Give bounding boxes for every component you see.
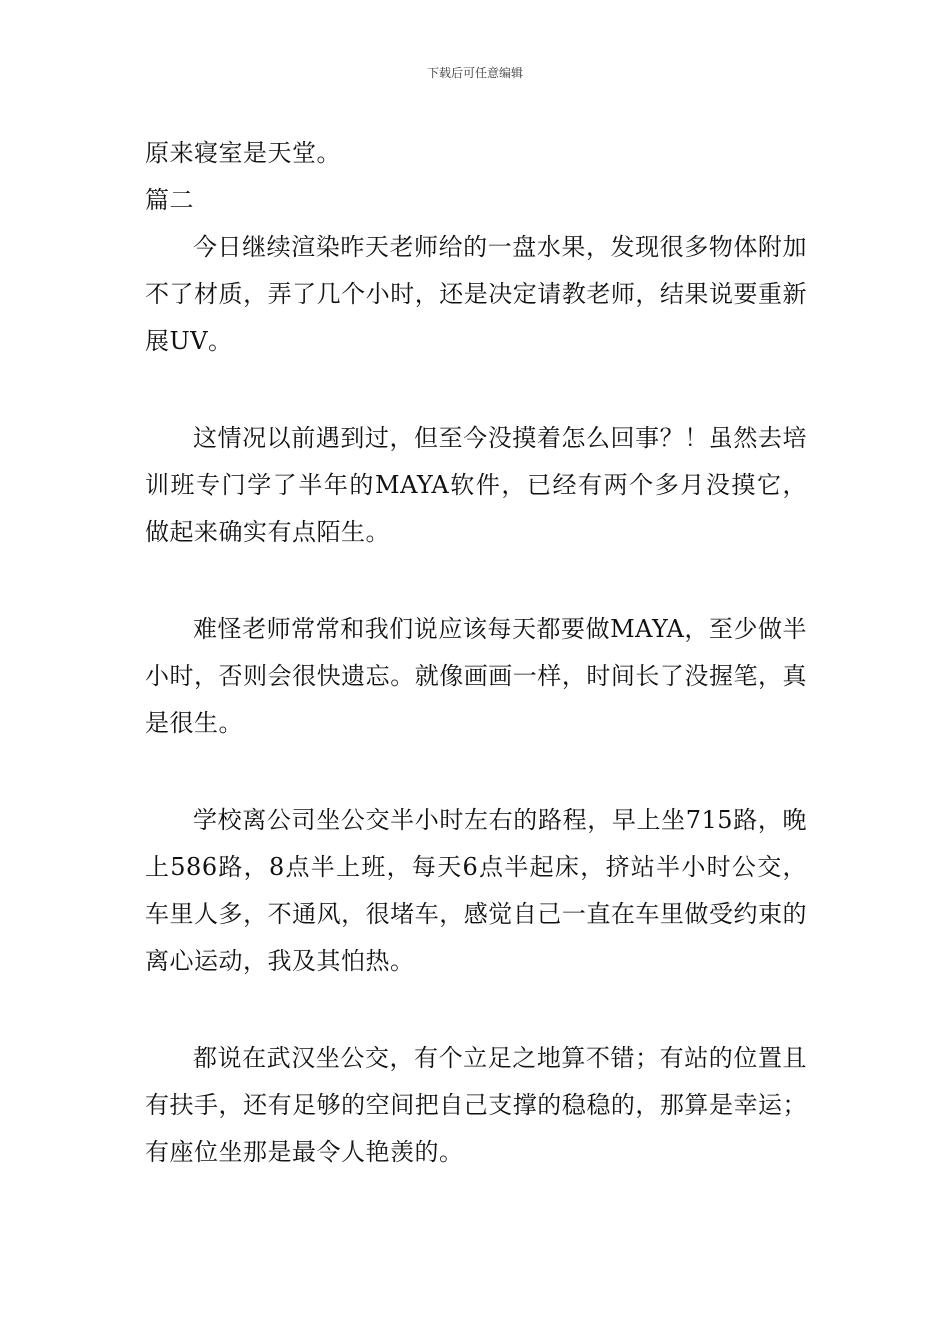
paragraph: 难怪老师常常和我们说应该每天都要做MAYA，至少做半小时，否则会很快遗忘。就像画画一样，时间长了没握笔，真是很生。 [145,615,807,737]
paragraph-spacer [145,556,807,606]
paragraph-spacer [145,985,807,1035]
document-body [145,130,807,1176]
paragraph: 都说在武汉坐公交，有个立足之地算不错；有站的位置且有扶手，还有足够的空间把自己支撑的稳稳的，那算是幸运；有座位坐那是最令人艳羡的。 [145,1044,807,1166]
paragraph: 学校离公司坐公交半小时左右的路程，早上坐715路，晚上586路，8点半上班，每天6点半起床，挤站半小时公交，车里人多，不通风，很堵车，感觉自己一直在车里做受约束的离心运动，我及其怕热。 [145,806,807,975]
paragraph-spacer [145,365,807,415]
page-header: 下载后可任意编辑 [426,66,523,80]
paragraph-spacer [145,747,807,797]
opening-line: 原来寝室是天堂。 [145,139,341,167]
section-heading: 篇二 [145,186,194,214]
paragraph: 今日继续渲染昨天老师给的一盘水果，发现很多物体附加不了材质，弄了几个小时，还是决定请教老师，结果说要重新展UV。 [145,233,807,355]
paragraph: 这情况以前遇到过，但至今没摸着怎么回事？！虽然去培训班专门学了半年的MAYA软件，已经有两个多月没摸它，做起来确实有点陌生。 [145,424,807,546]
